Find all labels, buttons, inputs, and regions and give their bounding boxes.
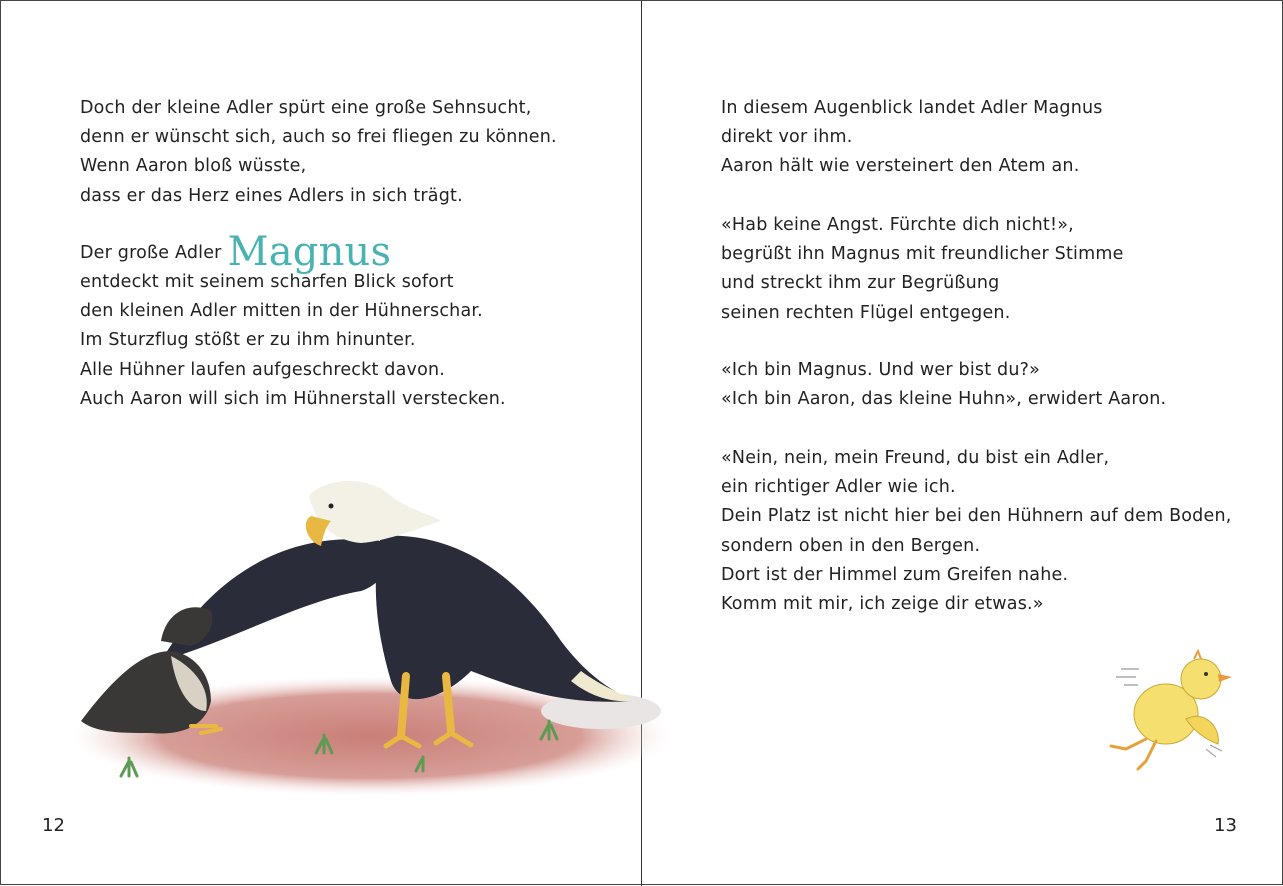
left-paragraph-2 (80, 225, 506, 414)
text-line: den kleinen Adler mitten in der Hühnerschar. (80, 301, 483, 322)
magnus-intro-line (80, 225, 506, 275)
right-paragraph-4 (721, 444, 1232, 619)
text-line: Dort ist der Himmel zum Greifen nahe. (721, 564, 1069, 585)
text-line: entdeckt mit seinem scharfen Blick sofort (80, 272, 454, 292)
right-paragraph-1 (721, 94, 1103, 182)
page-number-right: 13 (1214, 815, 1237, 836)
right-paragraph-2 (721, 211, 1124, 328)
text-line: Komm mit mir, ich zeige dir etwas.» (721, 594, 1044, 615)
page-number-left: 12 (42, 815, 65, 836)
left-paragraph-1 (80, 94, 557, 211)
text-line: Im Sturzflug stößt er zu ihm hinunter. (80, 330, 416, 351)
young-eagle (81, 607, 221, 733)
text-line: Doch der kleine Adler spürt eine große Sehnsucht, (80, 98, 532, 118)
text-line: In diesem Augenblick landet Adler Magnus (721, 98, 1103, 118)
text-line: Wenn Aaron bloß wüsste, (80, 156, 307, 177)
text-line: dass er das Herz eines Adlers in sich trägt. (80, 185, 463, 206)
text-line: Dein Platz ist nicht hier bei den Hühnern auf dem Boden, (721, 506, 1232, 527)
text-line: Aaron hält wie versteinert den Atem an. (721, 156, 1080, 177)
text-line: und streckt ihm zur Begrüßung (721, 273, 1000, 294)
intro-text: Der große Adler (80, 242, 222, 263)
text-line: sondern oben in den Bergen. (721, 535, 981, 556)
text-line: direkt vor ihm. (721, 127, 853, 148)
right-paragraph-3 (721, 356, 1166, 414)
text-line: denn er wünscht sich, auch so frei fliegen zu können. (80, 127, 557, 148)
text-line: begrüßt ihn Magnus mit freundlicher Stimme (721, 244, 1124, 265)
chick-illustration (1106, 649, 1241, 774)
text-line: «Hab keine Angst. Fürchte dich nicht!», (721, 215, 1074, 235)
eagles-illustration (41, 471, 671, 801)
text-line: Auch Aaron will sich im Hühnerstall verstecken. (80, 388, 506, 409)
text-line: Alle Hühner laufen aufgeschreckt davon. (80, 359, 446, 380)
magnus-highlight: Magnus (227, 229, 392, 275)
text-line: ein richtiger Adler wie ich. (721, 477, 956, 498)
text-line: «Ich bin Magnus. Und wer bist du?» (721, 360, 1041, 380)
text-line: «Nein, nein, mein Freund, du bist ein Adler, (721, 448, 1110, 468)
text-line: «Ich bin Aaron, das kleine Huhn», erwidert Aaron. (721, 389, 1167, 410)
text-line: seinen rechten Flügel entgegen. (721, 302, 1011, 323)
